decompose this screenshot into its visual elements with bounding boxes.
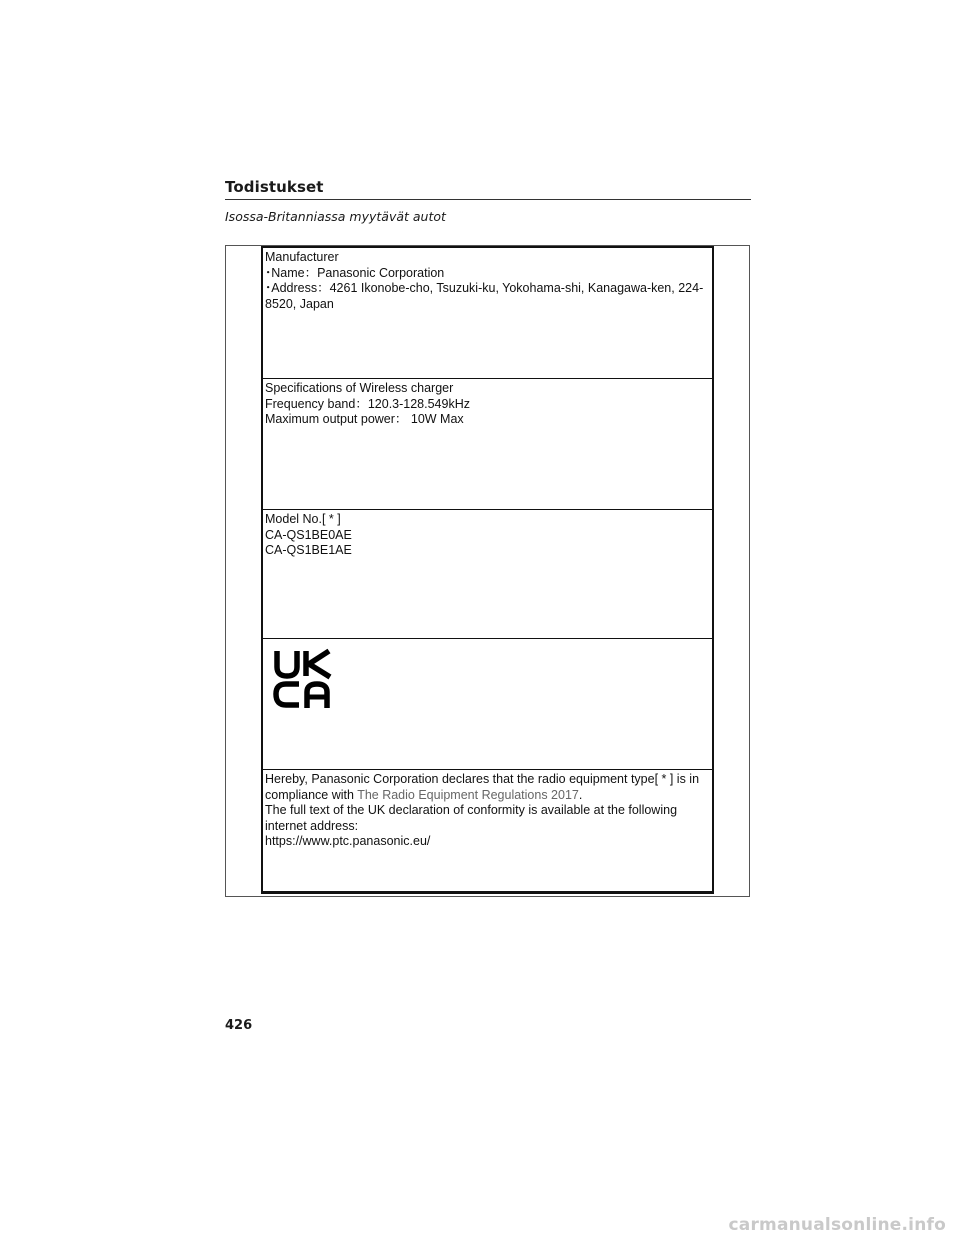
declaration-cell <box>263 770 712 891</box>
declaration-url: https://www.ptc.panasonic.eu/ <box>265 834 431 848</box>
specifications-heading: Specifications of Wireless charger <box>265 381 454 395</box>
declaration-line-1: Hereby, Panasonic Corporation declares that the radio equipment type[ * ] is in <box>265 772 700 786</box>
specifications-cell <box>263 379 712 510</box>
manufacturer-address-line-1: ･Address：4261 Ikonobe-cho, Tsuzuki-ku, Yokohama-shi, Kanagawa-ken, 224- <box>265 281 704 295</box>
model-number: CA-QS1BE0AE <box>265 527 352 542</box>
section-title: Todistukset <box>225 178 324 196</box>
model-cell <box>263 510 712 639</box>
manufacturer-address-line-2: 8520, Japan <box>265 296 334 311</box>
certification-label <box>261 246 714 894</box>
manufacturer-name: ･Name：Panasonic Corporation <box>265 265 445 280</box>
regulation-name: The Radio Equipment Regulations 2017 <box>357 787 579 802</box>
declaration-line-4: internet address: <box>265 818 359 833</box>
heading-divider <box>225 199 751 200</box>
maximum-output-power: Maximum output power： 10W Max <box>265 412 464 426</box>
declaration-compliance-prefix: compliance with <box>265 787 358 802</box>
frequency-band: Frequency band：120.3-128.549kHz <box>265 396 470 411</box>
model-heading: Model No.[ * ] <box>265 512 341 526</box>
declaration-line-3: The full text of the UK declaration of conformity is available at the following <box>265 803 678 817</box>
model-number: CA-QS1BE1AE <box>265 543 352 557</box>
ukca-mark-cell <box>263 639 712 770</box>
section-subtitle: Isossa-Britanniassa myytävät autot <box>225 209 446 224</box>
manufacturer-heading: Manufacturer <box>265 250 339 264</box>
declaration-line-2 <box>265 788 712 804</box>
declaration-period: . <box>578 787 583 802</box>
ukca-mark-icon <box>273 647 337 711</box>
manufacturer-cell <box>263 248 712 379</box>
watermark: carmanualsonline.info <box>728 1215 946 1235</box>
page-number: 426 <box>225 1018 253 1033</box>
